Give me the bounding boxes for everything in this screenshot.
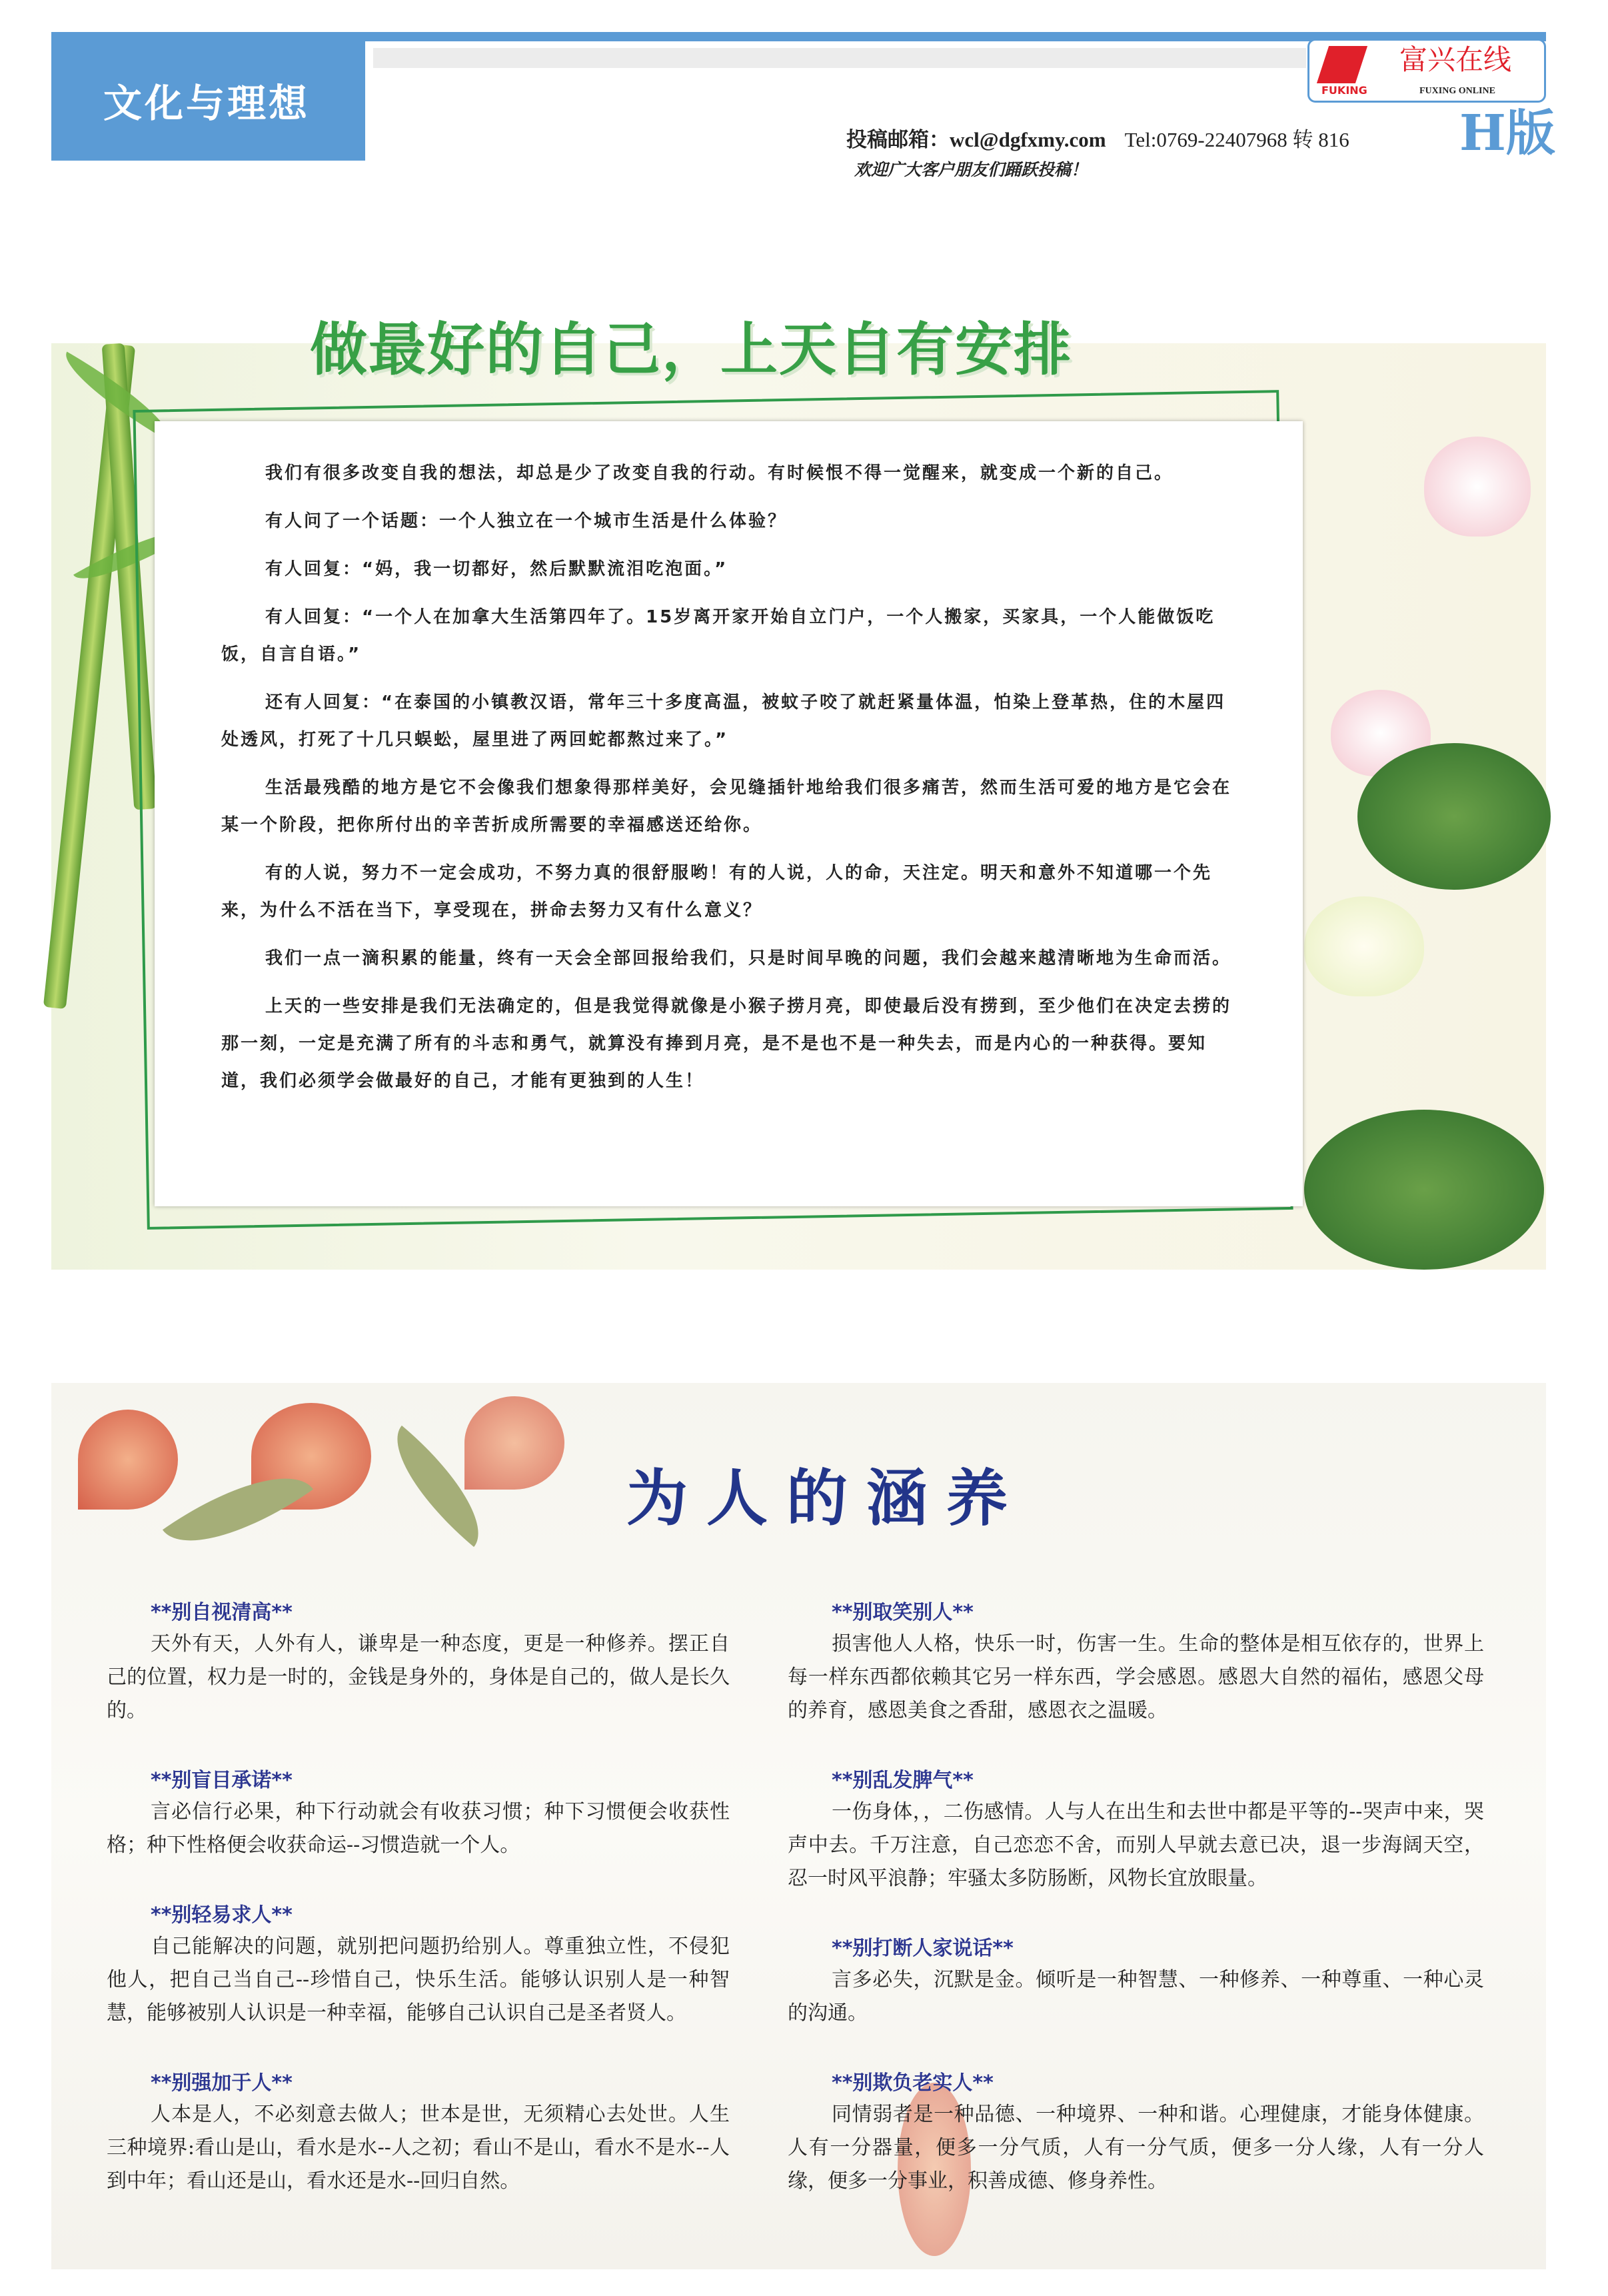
lily-pad-decoration — [1357, 743, 1551, 890]
logo-en: FUXING ONLINE — [1419, 86, 1495, 96]
header-band — [373, 48, 1306, 68]
article2-title: 为人的涵养 — [626, 1463, 1027, 1534]
item-heading: **别乱发脾气** — [832, 1769, 974, 1792]
list-item — [107, 1901, 730, 2030]
item-heading: **别强加于人** — [151, 2071, 293, 2095]
list-item — [107, 2069, 730, 2198]
item-body: 言必信行必果，种下行动就会有收获习惯；种下习惯便会收获性格；种下性格便会收获命运--习惯造就一个人。 — [107, 1800, 730, 1857]
paragraph: 有人回复：“一个人在加拿大生活第四年了。15岁离开家开始自立门户，一个人搬家，买家具，一个人能做饭吃饭，自言自语。” — [221, 607, 1215, 664]
paragraph: 还有人回复：“在泰国的小镇教汉语，常年三十多度高温，被蚊子咬了就赶紧量体温，怕染上登革热，住的木屋四处透风，打死了十几只蜈蚣，屋里进了两回蛇都熬过来了。” — [221, 692, 1226, 750]
email: 投稿邮箱：wcl@dgfxmy.com — [846, 128, 1106, 151]
list-item — [107, 1598, 730, 1727]
item-body: 天外有天，人外有人，谦卑是一种态度，更是一种修养。摆正自己的位置，权力是一时的，金钱是身外的，身体是自己的，做人是长久的。 — [107, 1632, 730, 1722]
tel: Tel:0769-22407968 转 816 — [1124, 128, 1349, 151]
item-heading: **别轻易求人** — [151, 1903, 293, 1927]
article1-body — [155, 421, 1303, 1206]
item-heading: **别欺负老实人** — [832, 2071, 994, 2095]
list-item — [788, 1766, 1484, 1895]
list-item — [788, 1598, 1484, 1727]
lotus-decoration — [1304, 896, 1424, 996]
article1-title: 做最好的自己，上天自有安排 — [310, 317, 1072, 383]
paragraph: 我们有很多改变自我的想法，却总是少了改变自我的行动。有时候恨不得一觉醒来，就变成一个新的自己。 — [265, 463, 1174, 483]
welcome-text: 欢迎广大客户朋友们踊跃投稿！ — [854, 160, 1088, 179]
flower-decoration — [464, 1396, 564, 1490]
paragraph: 有人问了一个话题：一个人独立在一个城市生活是什么体验？ — [265, 511, 788, 531]
item-body: 言多必失，沉默是金。倾听是一种智慧、一种修养、一种尊重、一种心灵的沟通。 — [788, 1968, 1484, 2025]
item-heading: **别打断人家说话** — [832, 1937, 1014, 1960]
section-label-box — [51, 32, 365, 161]
paragraph: 我们一点一滴积累的能量，终有一天会全部回报给我们，只是时间早晚的问题，我们会越来越清晰地为生命而活。 — [265, 948, 1232, 968]
edition-label: H版 — [1459, 105, 1555, 162]
logo-mark-text: FUKING — [1321, 84, 1367, 97]
lily-pad-decoration — [1304, 1110, 1544, 1270]
contact-line — [846, 128, 1349, 152]
item-body: 自己能解决的问题，就别把问题扔给别人。尊重独立性，不侵犯他人，把自己当自己--珍惜自己，快乐生活。能够认识别人是一种智慧，能够被别人认识是一种幸福，能够自己认识自己是圣者贤人。 — [107, 1935, 730, 2025]
right-column — [788, 1598, 1484, 2237]
list-item — [788, 2069, 1484, 2198]
logo-cn: 富兴在线 — [1399, 43, 1512, 76]
paragraph: 有人回复：“妈，我一切都好，然后默默流泪吃泡面。” — [265, 559, 728, 579]
logo-mark-icon — [1317, 46, 1367, 83]
item-heading: **别取笑别人** — [832, 1601, 974, 1624]
list-item — [788, 1934, 1484, 2030]
paragraph: 有的人说，努力不一定会成功，不努力真的很舒服哟！有的人说，人的命，天注定。明天和意外不知道哪一个先来，为什么不活在当下，享受现在，拼命去努力又有什么意义？ — [221, 863, 1213, 920]
paragraph: 生活最残酷的地方是它不会像我们想象得那样美好，会见缝插针地给我们很多痛苦，然而生活可爱的地方是它会在某一个阶段，把你所付出的辛苦折成所需要的幸福感送还给你。 — [221, 778, 1232, 835]
lotus-decoration — [1424, 437, 1531, 537]
item-body: 同情弱者是一种品德、一种境界、一种和谐。心理健康，才能身体健康。人有一分器量，便多一分气质，人有一分气质，便多一分人缘，人有一分人缘，便多一分事业，积善成德、修身养性。 — [788, 2103, 1484, 2193]
flower-decoration — [78, 1410, 178, 1510]
item-heading: **别自视清高** — [151, 1601, 293, 1624]
paragraph: 上天的一些安排是我们无法确定的，但是我觉得就像是小猴子捞月亮，即使最后没有捞到，至少他们在决定去捞的那一刻，一定是充满了所有的斗志和勇气，就算没有捧到月亮，是不是也不是一种失去，而是内心的一种获得。要知道，我们必须学会做最好的自己，才能有更独到的人生！ — [221, 996, 1232, 1091]
item-body: 人本是人，不必刻意去做人；世本是世，无须精心去处世。人生三种境界:看山是山，看水是水--人之初；看山不是山，看水不是水--人到中年；看山还是山，看水还是水--回归自然。 — [107, 2103, 730, 2193]
item-body: 损害他人人格，快乐一时，伤害一生。生命的整体是相互依存的，世界上每一样东西都依赖其它另一样东西，学会感恩。感恩大自然的福佑，感恩父母的养育，感恩美食之香甜，感恩衣之温暖。 — [788, 1632, 1484, 1722]
fuxing-logo — [1307, 39, 1546, 103]
item-body: 一伤身体，，二伤感情。人与人在出生和去世中都是平等的--哭声中来，哭声中去。千万注意，自己恋恋不舍，而别人早就去意已决，退一步海阔天空，忍一时风平浪静；牢骚太多防肠断，风物长宜放眼量。 — [788, 1800, 1484, 1890]
item-heading: **别盲目承诺** — [151, 1769, 293, 1792]
list-item — [107, 1766, 730, 1862]
section-label: 文化与理想 — [103, 81, 311, 126]
left-column — [107, 1598, 730, 2237]
